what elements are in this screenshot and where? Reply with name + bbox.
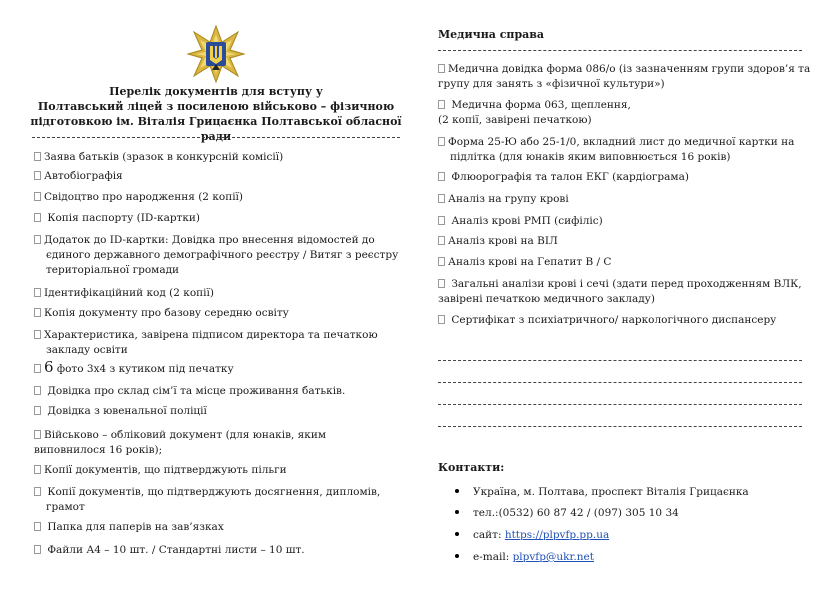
list-item: Файли А4 – 10 шт. / Стандартні листи – 10 шт. — [34, 543, 305, 558]
contact-address: Україна, м. Полтава, проспект Віталія Грицаєнка — [455, 486, 749, 498]
list-item: Копії документів, що підтверджують пільги — [34, 463, 287, 478]
checkbox[interactable] — [34, 308, 41, 317]
checkbox[interactable] — [438, 137, 445, 146]
notes-line — [438, 382, 802, 383]
list-item: Загальні аналізи крові і сечі (здати перед проходженням ВЛК, завірені печаткою медичного закладу) — [438, 278, 802, 305]
list-item: Форма 25-Ю або 25-1/0, вкладний лист до медичної картки на підлітка (для юнаків яким виповнюється 16 років) — [438, 135, 794, 165]
lyceum-emblem-icon — [186, 24, 246, 84]
checkbox[interactable] — [34, 522, 41, 531]
checkbox[interactable] — [34, 465, 41, 474]
list-item: Заява батьків (зразок в конкурсній комісії) — [34, 150, 283, 165]
list-item: Флюорографія та талон ЕКГ (кардіограма) — [438, 170, 689, 185]
checkbox[interactable] — [34, 192, 41, 201]
list-item: Аналіз крові РМП (сифіліс) — [438, 214, 603, 229]
list-item: Свідоцтво про народження (2 копії) — [34, 190, 243, 205]
contact-email: e-mail: plpvfp@ukr.net — [455, 551, 594, 563]
title-line-3: підготовкою ім. Віталія Грицаєнка Полтавської обласної ради — [30, 115, 402, 143]
contact-phone: тел.:(0532) 60 87 42 / (097) 305 10 34 — [455, 507, 679, 519]
notes-line — [438, 360, 802, 361]
title-divider — [32, 137, 400, 138]
contact-site: сайт: https://plpvfp.pp.ua — [455, 529, 609, 541]
bullet-icon — [455, 489, 459, 493]
checkbox[interactable] — [438, 216, 445, 225]
list-item: Довідка про склад сім’ї та місце проживання батьків. — [34, 384, 345, 399]
checkbox[interactable] — [34, 430, 41, 439]
contacts-heading: Контакти: — [438, 461, 505, 474]
medical-heading: Медична справа — [438, 28, 545, 41]
list-item: Копія паспорту (ID-картки) — [34, 211, 200, 226]
site-link[interactable]: https://plpvfp.pp.ua — [504, 529, 610, 541]
list-item: Копія документу про базову середню освіту — [34, 306, 289, 321]
list-item: Довідка з ювенальної поліції — [34, 404, 207, 419]
checkbox[interactable] — [34, 330, 41, 339]
checkbox[interactable] — [34, 152, 41, 161]
list-item: Копії документів, що підтверджують досягнення, дипломів, грамот — [34, 485, 380, 515]
email-link[interactable]: plpvfp@ukr.net — [512, 551, 594, 563]
list-item: Папка для паперів на зав’язках — [34, 520, 224, 535]
checkbox[interactable] — [438, 257, 445, 266]
list-item: Медична довідка форма 086/о (із зазначенням групи здоров’я та групу для занять з «фізичної культури») — [438, 63, 811, 90]
bullet-icon — [455, 510, 459, 514]
list-item: Ідентифікаційний код (2 копії) — [34, 286, 214, 301]
title-line-2: Полтавський ліцей з посиленою військово – фізичною — [37, 100, 395, 113]
page-title — [30, 84, 402, 144]
checkbox[interactable] — [34, 288, 41, 297]
title-line-1: Перелік документів для вступу у — [109, 85, 323, 98]
list-item: Військово – обліковий документ (для юнаків, яким виповнилося 16 років); — [34, 429, 327, 456]
list-item: Додаток до ID-картки: Довідка про внесення відомостей до єдиного державного демографічного реєстру / Витяг з реєстру територіальної громади — [34, 233, 398, 278]
checkbox[interactable] — [34, 406, 41, 415]
checkbox[interactable] — [34, 364, 41, 373]
list-item: Медична форма 063, щеплення, (2 копії, завірені печаткою) — [438, 99, 631, 126]
list-item: Аналіз крові на ВІЛ — [438, 234, 558, 249]
bullet-icon — [455, 554, 459, 558]
list-item: Характеристика, завірена підписом директора та печаткою закладу освіти — [34, 328, 378, 358]
checkbox[interactable] — [34, 386, 41, 395]
checkbox[interactable] — [34, 171, 41, 180]
checkbox[interactable] — [438, 236, 445, 245]
checkbox[interactable] — [438, 172, 445, 181]
checkbox[interactable] — [34, 545, 41, 554]
checkbox[interactable] — [34, 487, 41, 496]
list-item: Автобіографія — [34, 169, 123, 184]
medical-divider — [438, 50, 802, 51]
checkbox[interactable] — [438, 100, 445, 109]
checkbox[interactable] — [438, 64, 445, 73]
notes-line — [438, 426, 802, 427]
checkbox[interactable] — [34, 235, 41, 244]
bullet-icon — [455, 532, 459, 536]
checkbox[interactable] — [438, 194, 445, 203]
checkbox[interactable] — [438, 279, 445, 288]
list-item: 6 фото 3х4 з кутиком під печатку — [34, 360, 234, 377]
checkbox[interactable] — [34, 213, 41, 222]
list-item: Аналіз на групу крові — [438, 192, 569, 207]
list-item: Аналіз крові на Гепатит В / С — [438, 255, 611, 270]
checkbox[interactable] — [438, 315, 445, 324]
notes-line — [438, 404, 802, 405]
list-item: Сертифікат з психіатричного/ наркологічного диспансеру — [438, 313, 776, 328]
